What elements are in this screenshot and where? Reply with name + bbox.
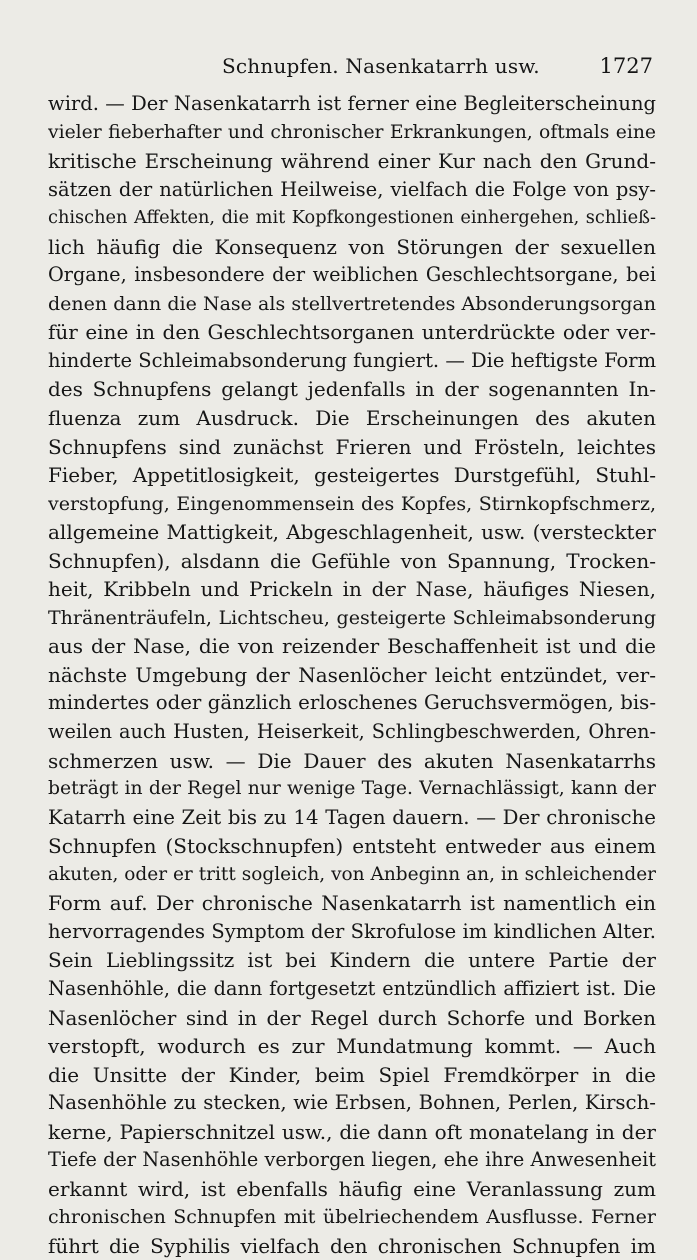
text-line: hinderte Schleimabsonderung fungiert. — Die heftigste Form — [48, 348, 656, 372]
text-line: Sein Lieblingssitz ist bei Kindern die untere Partie der — [48, 948, 656, 973]
running-head — [0, 50, 697, 84]
text-line: Organe, insbesondere der weiblichen Geschlechtsorgane, bei — [48, 263, 656, 287]
text-line: chischen Affekten, die mit Kopfkongestionen einhergehen, schließ- — [48, 208, 656, 229]
text-line: für eine in den Geschlechtsorganen unterdrückte oder ver- — [48, 320, 656, 345]
text-line: des Schnupfens gelangt jedenfalls in der sogenannten In- — [48, 377, 656, 402]
text-line: verstopfung, Eingenommensein des Kopfes, Stirnkopfschmerz, — [48, 492, 656, 515]
text-line: chronischen Schnupfen mit übelriechendem Ausflusse. Ferner — [48, 1206, 656, 1229]
text-line: akuten, oder er tritt sogleich, von Anbeginn an, in schleichender — [48, 863, 656, 885]
text-line: Tiefe der Nasenhöhle verborgen liegen, ehe ihre Anwesenheit — [48, 1148, 656, 1172]
page-number: 1727 — [599, 54, 653, 78]
text-line: mindertes oder gänzlich erloschenes Geruchsvermögen, bis- — [48, 691, 656, 715]
text-line: denen dann die Nase als stellvertretendes Absonderungsorgan — [48, 292, 656, 315]
text-line: Thränenträufeln, Lichtscheu, gesteigerte Schleimabsonderung — [48, 606, 656, 629]
text-line: Katarrh eine Zeit bis zu 14 Tagen dauern. — Der chronische — [48, 805, 656, 829]
text-line: allgemeine Mattigkeit, Abgeschlagenheit, usw. (versteckter — [48, 520, 656, 545]
text-line: Nasenhöhle, die dann fortgesetzt entzündlich affiziert ist. Die — [48, 976, 656, 1000]
text-line: vieler fieberhafter und chronischer Erkrankungen, oftmals eine — [48, 121, 656, 143]
text-line: lich häufig die Konsequenz von Störungen der sexuellen — [48, 234, 656, 259]
body-text — [48, 90, 656, 1260]
text-line: hervorragendes Symptom der Skrofulose im kindlichen Alter. — [48, 919, 656, 943]
text-line: sätzen der natürlichen Heilweise, vielfach die Folge von psy- — [48, 177, 656, 201]
text-line: heit, Kribbeln und Prickeln in der Nase, häufiges Niesen, — [48, 577, 656, 602]
text-line: Form auf. Der chronische Nasenkatarrh ist namentlich ein — [48, 891, 656, 916]
running-title: Schnupfen. Nasenkatarrh usw. — [222, 54, 540, 78]
text-line: die Unsitte der Kinder, beim Spiel Fremdkörper in die — [48, 1062, 656, 1087]
text-line: Schnupfens sind zunächst Frieren und Frösteln, leichtes — [48, 434, 656, 459]
text-line: schmerzen usw. — Die Dauer des akuten Nasenkatarrhs — [48, 748, 656, 773]
text-line: kerne, Papierschnitzel usw., die dann oft monatelang in der — [48, 1119, 656, 1144]
text-line: Nasenlöcher sind in der Regel durch Schorfe und Borken — [48, 1005, 656, 1030]
text-line: Schnupfen), alsdann die Gefühle von Spannung, Trocken- — [48, 548, 656, 573]
text-line: erkannt wird, ist ebenfalls häufig eine Veranlassung zum — [48, 1176, 656, 1201]
text-line: nächste Umgebung der Nasenlöcher leicht entzündet, ver- — [48, 662, 656, 687]
text-line: Fieber, Appetitlosigkeit, gesteigertes Durstgefühl, Stuhl- — [48, 463, 656, 488]
text-line: beträgt in der Regel nur wenige Tage. Vernachlässigt, kann der — [48, 778, 656, 800]
text-line: verstopft, wodurch es zur Mundatmung kommt. — Auch — [48, 1034, 656, 1059]
text-line: fluenza zum Ausdruck. Die Erscheinungen des akuten — [48, 406, 656, 431]
text-line: wird. — Der Nasenkatarrh ist ferner eine Begleiterscheinung — [48, 92, 656, 115]
text-line: Nasenhöhle zu stecken, wie Erbsen, Bohnen, Perlen, Kirsch- — [48, 1091, 656, 1115]
text-line: weilen auch Husten, Heiserkeit, Schlingbeschwerden, Ohren- — [48, 720, 656, 744]
text-line: aus der Nase, die von reizender Beschaffenheit ist und die — [48, 634, 656, 659]
text-line: führt die Syphilis vielfach den chronischen Schnupfen im — [48, 1233, 656, 1258]
text-line: Schnupfen (Stockschnupfen) entsteht entweder aus einem — [48, 834, 656, 859]
text-line: kritische Erscheinung während einer Kur nach den Grund- — [48, 149, 656, 174]
